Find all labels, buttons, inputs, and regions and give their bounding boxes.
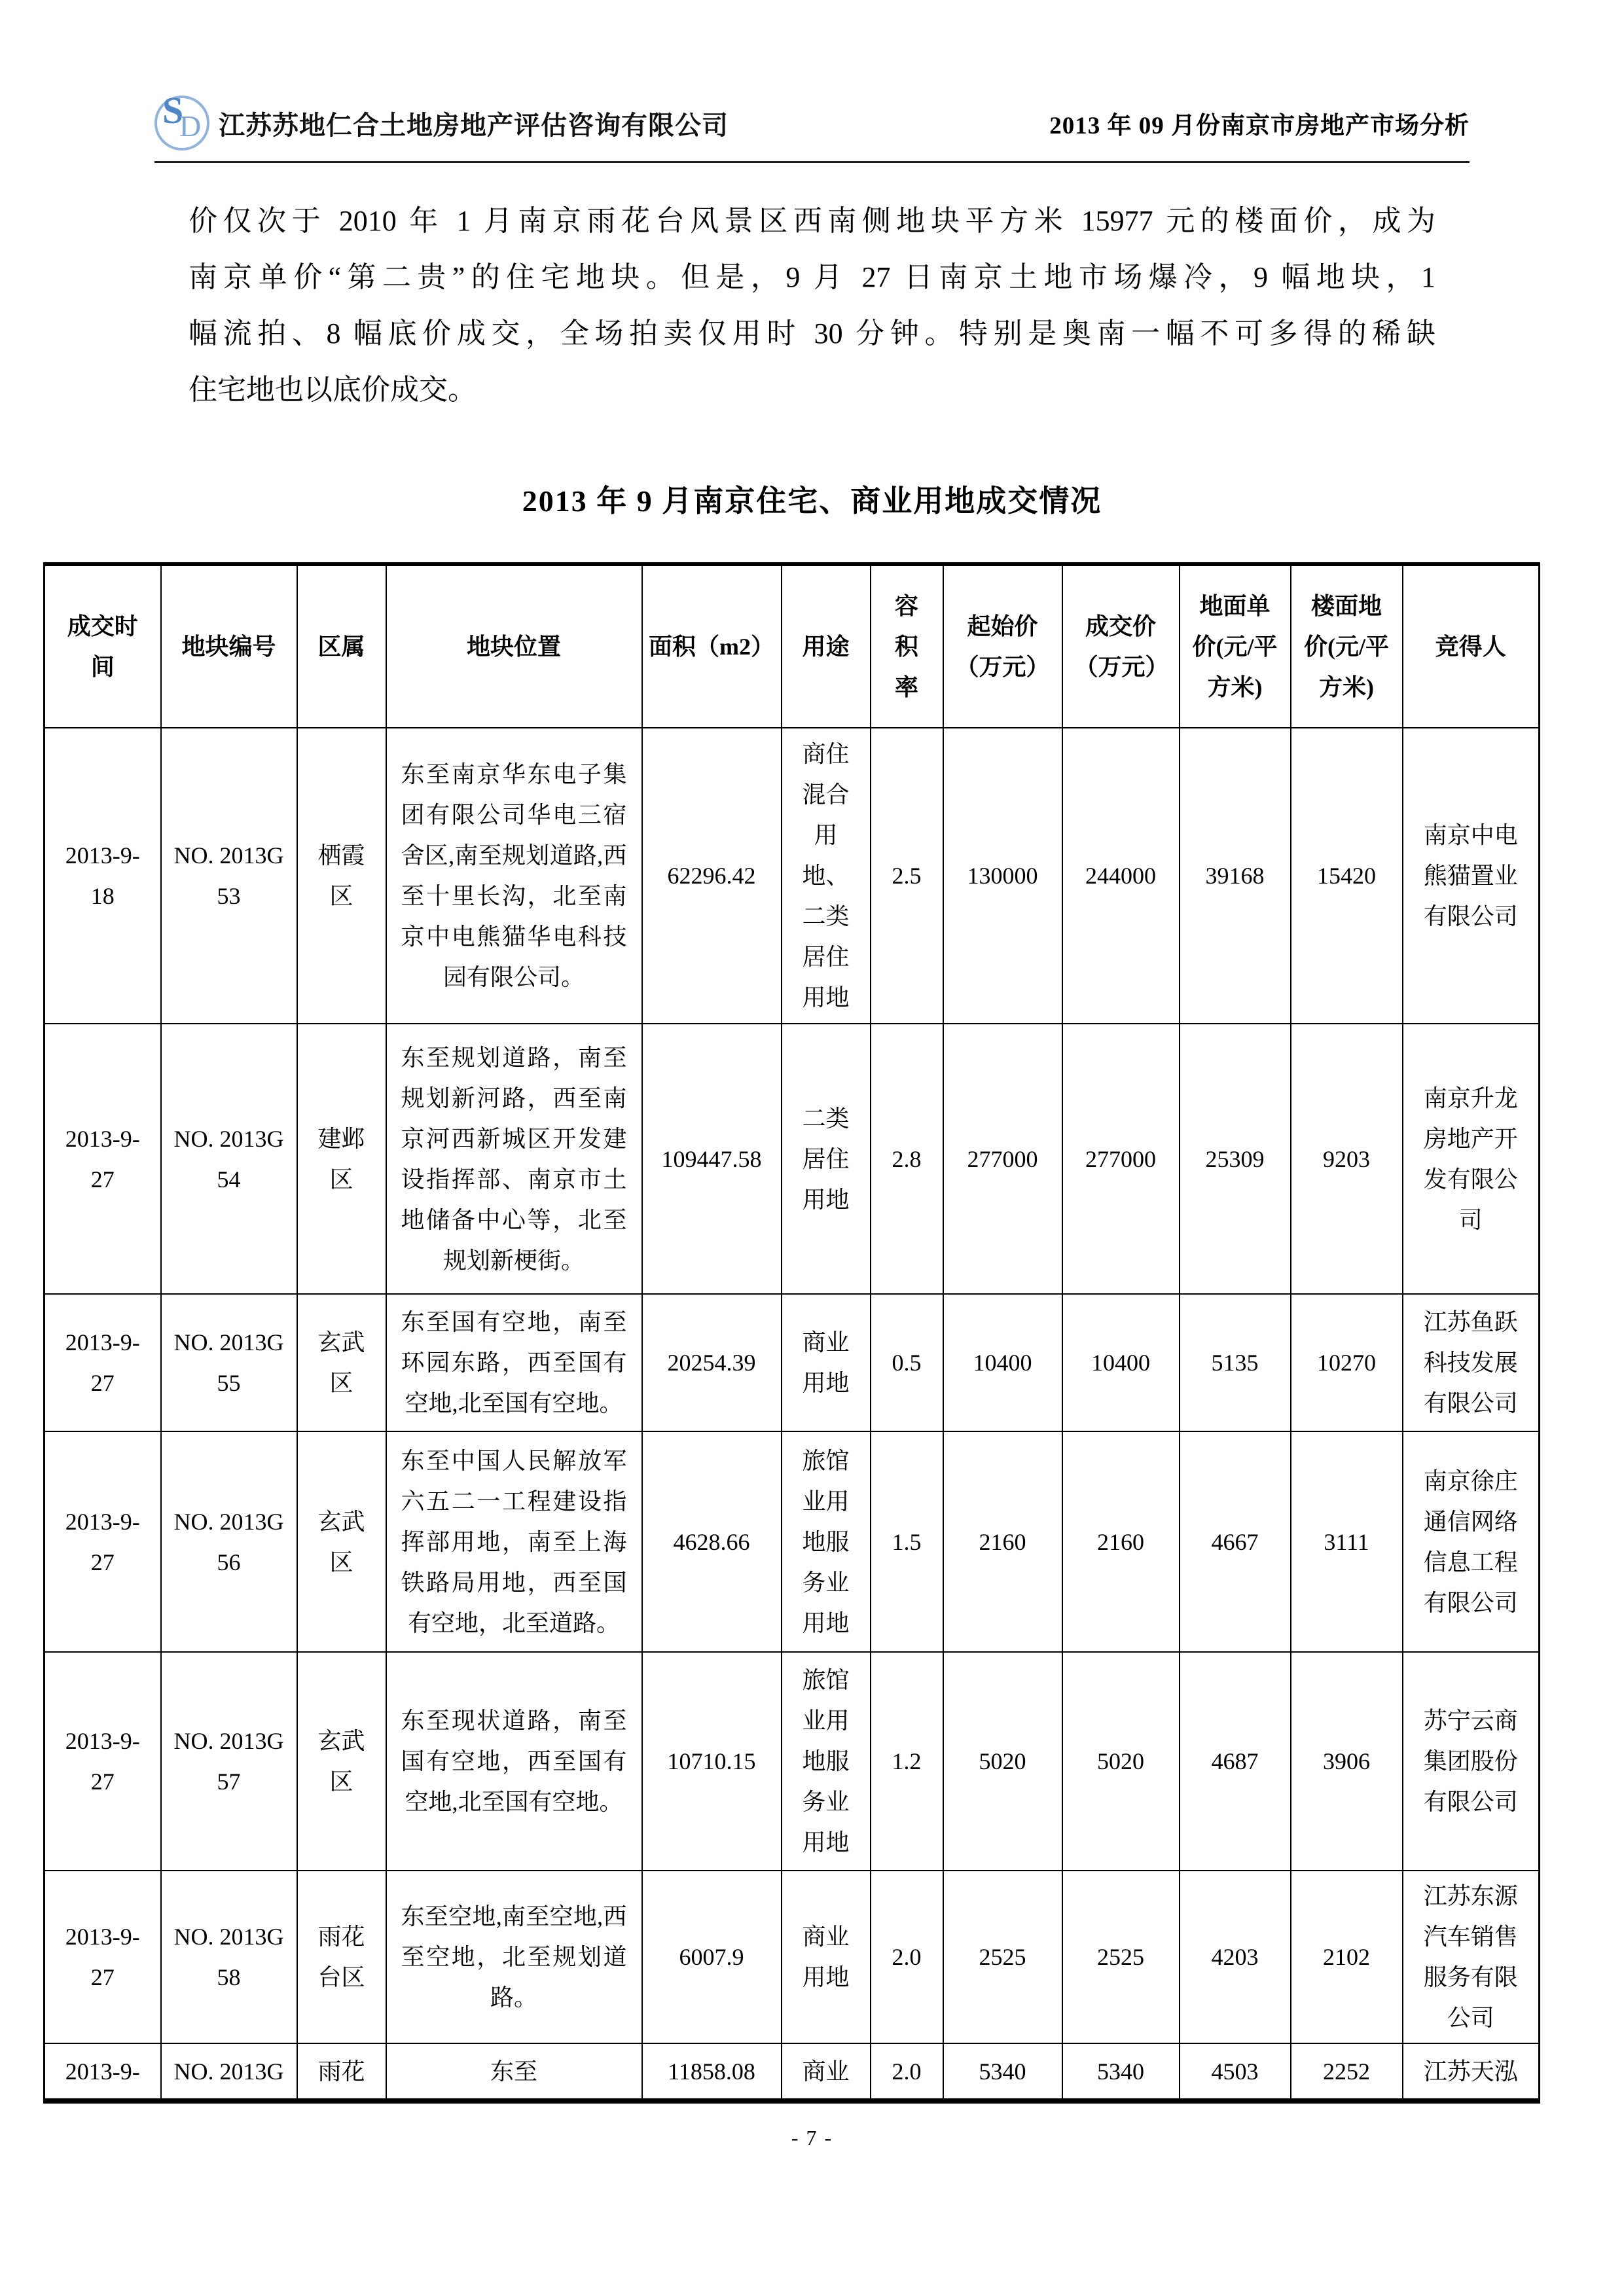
- cell-winner: 江苏天泓: [1403, 2043, 1540, 2101]
- paragraph-line: 幅流拍、8 幅底价成交，全场拍卖仅用时 30 分钟。特别是奥南一幅不可多得的稀缺: [189, 317, 1435, 350]
- cell-deal-price: 2160: [1062, 1431, 1180, 1652]
- cell-deal-price: 5020: [1062, 1652, 1180, 1871]
- cell-district: 雨花: [297, 2043, 386, 2101]
- table-row: [45, 1024, 1540, 1294]
- col-header-start-price: 起始价（万元）: [943, 564, 1062, 728]
- cell-deal-price: 2525: [1062, 1871, 1180, 2043]
- company-name: 江苏苏地仁合土地房地产评估咨询有限公司: [219, 110, 729, 140]
- cell-area: 62296.42: [642, 728, 782, 1024]
- col-header-winner: 竞得人: [1403, 564, 1540, 728]
- cell-area: 109447.58: [642, 1024, 782, 1294]
- cell-lot-no: NO. 2013G 56: [161, 1431, 297, 1652]
- logo-letter-d: D: [179, 109, 202, 143]
- cell-location: 东至空地,南至空地,西至空地，北至规划道路。: [386, 1871, 642, 2043]
- cell-ground-unit-price: 5135: [1180, 1294, 1291, 1431]
- cell-location: 东至国有空地，南至环园东路，西至国有空地,北至国有空地。: [386, 1294, 642, 1431]
- cell-date: 2013-9- 27: [45, 1431, 161, 1652]
- cell-district: 玄武区: [297, 1652, 386, 1871]
- cell-use: 商业用地: [782, 1294, 871, 1431]
- cell-date: 2013-9- 27: [45, 1871, 161, 2043]
- cell-date: 2013-9- 18: [45, 728, 161, 1024]
- paragraph-line: 价仅次于 2010 年 1 月南京雨花台风景区西南侧地块平方米 15977 元的楼面价，成为: [189, 205, 1435, 237]
- logo-letter-s: S: [162, 89, 184, 132]
- cell-winner: 南京中电熊猫置业有限公司: [1403, 728, 1540, 1024]
- cell-far: 1.2: [871, 1652, 943, 1871]
- cell-far: 2.0: [871, 2043, 943, 2101]
- company-block: [154, 89, 729, 151]
- cell-location: 东至南京华东电子集团有限公司华电三宿舍区,南至规划道路,西至十里长沟，北至南京中电熊猫华电科技园有限公司。: [386, 728, 642, 1024]
- cell-lot-no: NO. 2013G 53: [161, 728, 297, 1024]
- cell-far: 2.0: [871, 1871, 943, 2043]
- cell-start-price: 5340: [943, 2043, 1062, 2101]
- cell-floor-unit-price: 15420: [1291, 728, 1403, 1024]
- cell-winner: 江苏东源汽车销售服务有限公司: [1403, 1871, 1540, 2043]
- cell-ground-unit-price: 4503: [1180, 2043, 1291, 2101]
- cell-deal-price: 244000: [1062, 728, 1180, 1024]
- cell-far: 2.8: [871, 1024, 943, 1294]
- cell-area: 20254.39: [642, 1294, 782, 1431]
- cell-lot-no: NO. 2013G 57: [161, 1652, 297, 1871]
- cell-start-price: 277000: [943, 1024, 1062, 1294]
- cell-area: 6007.9: [642, 1871, 782, 2043]
- col-header-location: 地块位置: [386, 564, 642, 728]
- cell-lot-no: NO. 2013G: [161, 2043, 297, 2101]
- cell-area: 10710.15: [642, 1652, 782, 1871]
- cell-lot-no: NO. 2013G 54: [161, 1024, 297, 1294]
- table-row: [45, 1294, 1540, 1431]
- table-row-truncated: [45, 2043, 1540, 2101]
- cell-far: 1.5: [871, 1431, 943, 1652]
- col-header-use: 用途: [782, 564, 871, 728]
- table-row: [45, 1652, 1540, 1871]
- cell-area: 11858.08: [642, 2043, 782, 2101]
- cell-use: 商住混合用地、二类居住用地: [782, 728, 871, 1024]
- cell-ground-unit-price: 4667: [1180, 1431, 1291, 1652]
- cell-winner: 苏宁云商集团股份有限公司: [1403, 1652, 1540, 1871]
- cell-winner: 江苏鱼跃科技发展有限公司: [1403, 1294, 1540, 1431]
- cell-lot-no: NO. 2013G 55: [161, 1294, 297, 1431]
- cell-location: 东至现状道路，南至国有空地，西至国有空地,北至国有空地。: [386, 1652, 642, 1871]
- cell-far: 0.5: [871, 1294, 943, 1431]
- table-row: [45, 728, 1540, 1024]
- cell-use: 商业: [782, 2043, 871, 2101]
- col-header-floor-unit-price: 楼面地价(元/平方米): [1291, 564, 1403, 728]
- col-header-area: 面积（m2）: [642, 564, 782, 728]
- paragraph-line: 住宅地也以底价成交。: [189, 374, 477, 406]
- cell-far: 2.5: [871, 728, 943, 1024]
- cell-district: 玄武区: [297, 1431, 386, 1652]
- cell-use: 旅馆业用地服务业用地: [782, 1431, 871, 1652]
- cell-ground-unit-price: 39168: [1180, 728, 1291, 1024]
- cell-district: 栖霞区: [297, 728, 386, 1024]
- cell-location: 东至: [386, 2043, 642, 2101]
- report-title: 2013 年 09 月份南京市房地产市场分析: [1049, 113, 1470, 139]
- cell-floor-unit-price: 3906: [1291, 1652, 1403, 1871]
- cell-start-price: 10400: [943, 1294, 1062, 1431]
- cell-winner: 南京徐庄通信网络信息工程有限公司: [1403, 1431, 1540, 1652]
- cell-ground-unit-price: 25309: [1180, 1024, 1291, 1294]
- cell-winner: 南京升龙房地产开发有限公司: [1403, 1024, 1540, 1294]
- cell-date: 2013-9- 27: [45, 1024, 161, 1294]
- cell-use: 商业用地: [782, 1871, 871, 2043]
- table-header-row: [45, 564, 1540, 728]
- table-row: [45, 1431, 1540, 1652]
- cell-deal-price: 277000: [1062, 1024, 1180, 1294]
- cell-area: 4628.66: [642, 1431, 782, 1652]
- cell-use: 旅馆业用地服务业用地: [782, 1652, 871, 1871]
- cell-deal-price: 10400: [1062, 1294, 1180, 1431]
- cell-start-price: 130000: [943, 728, 1062, 1024]
- cell-date: 2013-9- 27: [45, 1652, 161, 1871]
- cell-floor-unit-price: 2102: [1291, 1871, 1403, 2043]
- table-title: 2013 年 9 月南京住宅、商业用地成交情况: [522, 484, 1102, 518]
- paragraph-line: 南京单价“第二贵”的住宅地块。但是，9 月 27 日南京土地市场爆冷，9 幅地块，1: [189, 261, 1435, 293]
- cell-district: 玄武区: [297, 1294, 386, 1431]
- cell-floor-unit-price: 3111: [1291, 1431, 1403, 1652]
- cell-ground-unit-price: 4203: [1180, 1871, 1291, 2043]
- cell-ground-unit-price: 4687: [1180, 1652, 1291, 1871]
- cell-start-price: 2160: [943, 1431, 1062, 1652]
- col-header-lot-no: 地块编号: [161, 564, 297, 728]
- col-header-date: 成交时间: [45, 564, 161, 728]
- cell-floor-unit-price: 2252: [1291, 2043, 1403, 2101]
- cell-location: 东至中国人民解放军六五二一工程建设指挥部用地，南至上海铁路局用地，西至国有空地，北至道路。: [386, 1431, 642, 1652]
- company-logo-icon: [154, 89, 209, 151]
- cell-location: 东至规划道路，南至规划新河路，西至南京河西新城区开发建设指挥部、南京市土地储备中心等，北至规划新梗街。: [386, 1024, 642, 1294]
- col-header-ground-unit-price: 地面单价(元/平方米): [1180, 564, 1291, 728]
- cell-district: 建邺区: [297, 1024, 386, 1294]
- body-paragraph: [189, 193, 1435, 418]
- col-header-far: 容积率: [871, 564, 943, 728]
- table-row: [45, 1871, 1540, 2043]
- cell-floor-unit-price: 10270: [1291, 1294, 1403, 1431]
- cell-start-price: 5020: [943, 1652, 1062, 1871]
- col-header-deal-price: 成交价（万元）: [1062, 564, 1180, 728]
- cell-lot-no: NO. 2013G 58: [161, 1871, 297, 2043]
- page-header: [154, 0, 1470, 163]
- cell-district: 雨花台区: [297, 1871, 386, 2043]
- land-deals-table: [43, 562, 1540, 2104]
- cell-date: 2013-9- 27: [45, 1294, 161, 1431]
- cell-floor-unit-price: 9203: [1291, 1024, 1403, 1294]
- cell-deal-price: 5340: [1062, 2043, 1180, 2101]
- page-number: - 7 -: [791, 2126, 833, 2149]
- cell-start-price: 2525: [943, 1871, 1062, 2043]
- col-header-district: 区属: [297, 564, 386, 728]
- cell-use: 二类居住用地: [782, 1024, 871, 1294]
- cell-date: 2013-9-: [45, 2043, 161, 2101]
